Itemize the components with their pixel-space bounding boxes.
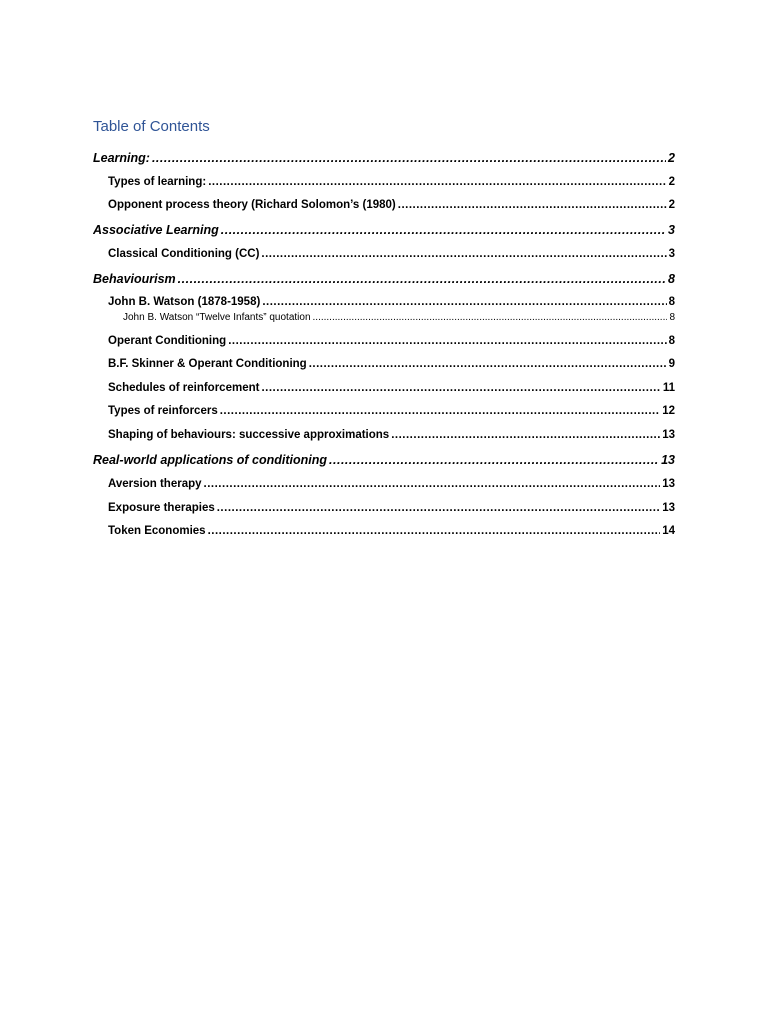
toc-dot-leader <box>217 500 660 516</box>
toc-dot-leader <box>391 427 660 443</box>
toc-entry-label: Opponent process theory (Richard Solomon’s (1980) <box>108 199 396 211</box>
toc-dot-leader <box>178 270 666 288</box>
toc-entry-behaviourism[interactable] <box>93 270 675 288</box>
toc-dot-leader <box>313 311 668 325</box>
toc-entry-label: Operant Conditioning <box>108 335 227 347</box>
toc-page-number: 8 <box>668 296 675 308</box>
toc-page-number: 13 <box>662 429 675 441</box>
toc-page-number: 3 <box>668 248 675 260</box>
toc-dot-leader <box>204 476 661 492</box>
toc-page-number: 3 <box>668 223 675 237</box>
toc-entry-label: Token Economies <box>108 525 206 537</box>
toc-page-number: 8 <box>668 335 675 347</box>
toc-entry-label: Types of reinforcers <box>108 405 218 417</box>
toc-entry-label: Aversion therapy <box>108 478 202 490</box>
toc-dot-leader <box>262 294 666 310</box>
toc-entry-learning[interactable] <box>93 149 675 167</box>
toc-dot-leader <box>221 221 666 239</box>
toc-entry-operant-conditioning[interactable] <box>108 333 675 349</box>
toc-dot-leader <box>398 197 667 213</box>
toc-dot-leader <box>228 333 666 349</box>
toc-page-number: 11 <box>662 382 675 394</box>
toc-entry-twelve-infants-quotation[interactable] <box>123 311 675 325</box>
toc-dot-leader <box>309 356 667 372</box>
toc-entry-label: Shaping of behaviours: successive approximations <box>108 429 390 441</box>
toc-entry-real-world-applications[interactable] <box>93 451 675 469</box>
toc-dot-leader <box>329 451 659 469</box>
toc-entry-types-of-learning[interactable] <box>108 174 675 190</box>
toc-entry-john-watson[interactable] <box>108 294 675 310</box>
toc-dot-leader <box>208 523 661 539</box>
toc-entry-label: Types of learning: <box>108 176 207 188</box>
toc-page-number: 2 <box>668 151 675 165</box>
toc-entry-label: Real-world applications of conditioning <box>93 453 328 467</box>
toc-dot-leader <box>220 403 660 419</box>
toc-page-number: 8 <box>669 312 675 323</box>
toc-entry-shaping-of-behaviours[interactable] <box>108 427 675 443</box>
toc-entry-label: Learning: <box>93 151 150 165</box>
toc-title: Table of Contents <box>93 118 210 135</box>
toc-page-number: 2 <box>668 199 675 211</box>
toc-page-number: 13 <box>662 502 675 514</box>
toc-dot-leader <box>261 380 660 396</box>
toc-entry-token-economies[interactable] <box>108 523 675 539</box>
toc-entry-label: John B. Watson “Twelve Infants” quotation <box>123 312 311 323</box>
toc-entry-label: Behaviourism <box>93 272 176 286</box>
toc-dot-leader <box>261 246 666 262</box>
toc-page-number: 13 <box>662 478 675 490</box>
toc-entry-classical-conditioning[interactable] <box>108 246 675 262</box>
toc-entry-label: Classical Conditioning (CC) <box>108 248 260 260</box>
toc-page-number: 2 <box>668 176 675 188</box>
toc-page-number: 13 <box>661 453 675 467</box>
toc-page-number: 14 <box>662 525 675 537</box>
toc-entry-label: B.F. Skinner & Operant Conditioning <box>108 358 307 370</box>
toc-page-number: 12 <box>662 405 675 417</box>
toc-entry-label: John B. Watson (1878-1958) <box>108 296 261 308</box>
toc-page-number: 9 <box>668 358 675 370</box>
toc-entry-label: Schedules of reinforcement <box>108 382 260 394</box>
toc-entry-label: Associative Learning <box>93 223 219 237</box>
toc-dot-leader <box>152 149 666 167</box>
toc-entry-associative-learning[interactable] <box>93 221 675 239</box>
toc-entry-schedules-of-reinforcement[interactable] <box>108 380 675 396</box>
toc-entry-opponent-process-theory[interactable] <box>108 197 675 213</box>
toc-dot-leader <box>208 174 666 190</box>
toc-entry-skinner-operant-conditioning[interactable] <box>108 356 675 372</box>
toc-entry-aversion-therapy[interactable] <box>108 476 675 492</box>
toc-page-number: 8 <box>668 272 675 286</box>
toc-entry-exposure-therapies[interactable] <box>108 500 675 516</box>
toc-entry-types-of-reinforcers[interactable] <box>108 403 675 419</box>
toc-entry-label: Exposure therapies <box>108 502 215 514</box>
